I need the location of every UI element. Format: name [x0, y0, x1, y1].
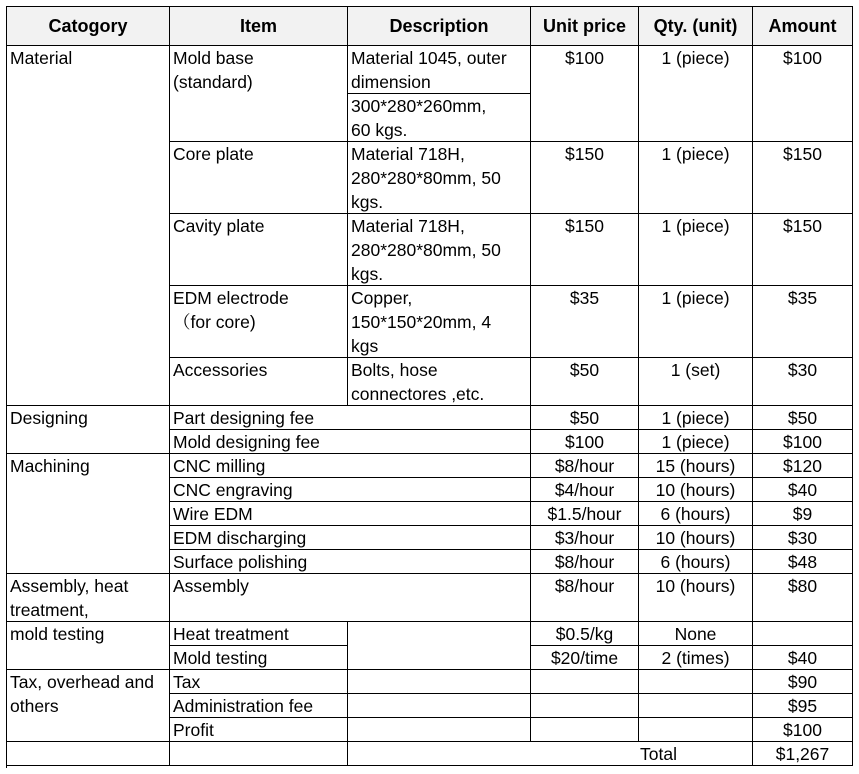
category-machining-label: Machining — [10, 456, 90, 476]
item-mold-base-line2: (standard) — [173, 72, 253, 92]
qty-mold-base: 1 (piece) — [639, 46, 753, 142]
header-category: Catogory — [7, 7, 170, 46]
amount-edm-discharging: $30 — [753, 526, 853, 550]
header-amount: Amount — [753, 7, 853, 46]
desc-mold-base-b — [348, 94, 531, 142]
amount-accessories: $30 — [753, 358, 853, 406]
item-edm-electrode — [170, 286, 348, 358]
price-tax — [531, 670, 639, 694]
header-unit-price: Unit price — [531, 7, 639, 46]
price-edm-discharging: $3/hour — [531, 526, 639, 550]
desc-mold-base-b1: 300*280*260mm, — [351, 96, 487, 116]
qty-wire-edm: 6 (hours) — [639, 502, 753, 526]
qty-tax — [639, 670, 753, 694]
amount-assembly: $80 — [753, 574, 853, 622]
header-item: Item — [170, 7, 348, 46]
price-part-designing: $50 — [531, 406, 639, 430]
desc-administration-fee — [348, 694, 531, 718]
category-material-label: Material — [10, 48, 73, 68]
desc-accessories-1: Bolts, hose — [351, 360, 438, 380]
item-mold-base-line1: Mold base — [173, 48, 254, 68]
price-assembly: $8/hour — [531, 574, 639, 622]
total-item-empty — [170, 742, 348, 766]
desc-cavity-plate-2: 280*280*80mm, 50 — [351, 240, 501, 260]
item-accessories: Accessories — [170, 358, 348, 406]
category-material — [7, 46, 170, 406]
category-designing — [7, 406, 170, 454]
qty-cnc-milling: 15 (hours) — [639, 454, 753, 478]
amount-part-designing: $50 — [753, 406, 853, 430]
item-wire-edm: Wire EDM — [170, 502, 531, 526]
desc-cavity-plate — [348, 214, 531, 286]
amount-heat-treatment — [753, 622, 853, 646]
qty-core-plate: 1 (piece) — [639, 142, 753, 214]
price-core-plate: $150 — [531, 142, 639, 214]
qty-edm-electrode: 1 (piece) — [639, 286, 753, 358]
item-cavity-plate: Cavity plate — [170, 214, 348, 286]
header-description: Description — [348, 7, 531, 46]
item-mold-base — [170, 46, 348, 142]
category-tax — [7, 670, 170, 742]
total-amount: $1,267 — [753, 742, 853, 766]
qty-heat-treatment: None — [639, 622, 753, 646]
desc-tax — [348, 670, 531, 694]
desc-mold-base-a1: Material 1045, outer — [351, 48, 507, 68]
item-heat-treatment: Heat treatment — [170, 622, 348, 646]
price-surface-polishing: $8/hour — [531, 550, 639, 574]
category-tax-line2: others — [10, 696, 59, 716]
desc-core-plate-3: kgs. — [351, 192, 384, 212]
amount-core-plate: $150 — [753, 142, 853, 214]
desc-edm-electrode-3: kgs — [351, 336, 379, 356]
item-profit: Profit — [170, 718, 348, 742]
total-label: Total — [348, 742, 753, 766]
desc-core-plate-2: 280*280*80mm, 50 — [351, 168, 501, 188]
qty-accessories: 1 (set) — [639, 358, 753, 406]
item-part-designing: Part designing fee — [170, 406, 531, 430]
item-edm-electrode-line2: （for core) — [173, 312, 256, 332]
qty-mold-designing: 1 (piece) — [639, 430, 753, 454]
price-wire-edm: $1.5/hour — [531, 502, 639, 526]
desc-edm-electrode-2: 150*150*20mm, 4 — [351, 312, 492, 332]
desc-mold-base-a — [348, 46, 531, 94]
amount-cnc-milling: $120 — [753, 454, 853, 478]
desc-mold-base-b2: 60 kgs. — [351, 120, 408, 140]
item-tax: Tax — [170, 670, 348, 694]
desc-profit — [348, 718, 531, 742]
price-cavity-plate: $150 — [531, 214, 639, 286]
category-assembly-line3: mold testing — [10, 624, 105, 644]
price-cnc-milling: $8/hour — [531, 454, 639, 478]
item-mold-testing: Mold testing — [170, 646, 348, 670]
amount-wire-edm: $9 — [753, 502, 853, 526]
qty-assembly: 10 (hours) — [639, 574, 753, 622]
price-administration-fee — [531, 694, 639, 718]
item-edm-electrode-line1: EDM electrode — [173, 288, 289, 308]
desc-core-plate-1: Material 718H, — [351, 144, 465, 164]
price-cnc-engraving: $4/hour — [531, 478, 639, 502]
category-machining — [7, 454, 170, 574]
price-edm-electrode: $35 — [531, 286, 639, 358]
item-mold-designing: Mold designing fee — [170, 430, 531, 454]
qty-cavity-plate: 1 (piece) — [639, 214, 753, 286]
item-edm-discharging: EDM discharging — [170, 526, 531, 550]
amount-cavity-plate: $150 — [753, 214, 853, 286]
amount-surface-polishing: $48 — [753, 550, 853, 574]
category-assembly — [7, 574, 170, 622]
price-mold-testing: $20/time — [531, 646, 639, 670]
amount-mold-base: $100 — [753, 46, 853, 142]
amount-mold-testing: $40 — [753, 646, 853, 670]
amount-edm-electrode: $35 — [753, 286, 853, 358]
category-total-empty — [7, 742, 170, 766]
desc-edm-electrode — [348, 286, 531, 358]
category-tax-line1: Tax, overhead and — [10, 672, 154, 692]
amount-mold-designing: $100 — [753, 430, 853, 454]
item-cnc-milling: CNC milling — [170, 454, 531, 478]
item-assembly: Assembly — [170, 574, 531, 622]
category-designing-label: Designing — [10, 408, 88, 428]
desc-core-plate — [348, 142, 531, 214]
item-administration-fee: Administration fee — [170, 694, 348, 718]
qty-profit — [639, 718, 753, 742]
price-mold-designing: $100 — [531, 430, 639, 454]
desc-edm-electrode-1: Copper, — [351, 288, 413, 308]
header-qty: Qty. (unit) — [639, 7, 753, 46]
qty-surface-polishing: 6 (hours) — [639, 550, 753, 574]
price-mold-base: $100 — [531, 46, 639, 142]
item-core-plate: Core plate — [170, 142, 348, 214]
category-assembly-line1: Assembly, heat — [10, 576, 129, 596]
amount-profit: $100 — [753, 718, 853, 742]
qty-mold-testing: 2 (times) — [639, 646, 753, 670]
amount-cnc-engraving: $40 — [753, 478, 853, 502]
qty-edm-discharging: 10 (hours) — [639, 526, 753, 550]
qty-cnc-engraving: 10 (hours) — [639, 478, 753, 502]
qty-administration-fee — [639, 694, 753, 718]
desc-accessories — [348, 358, 531, 406]
desc-mold-base-a2: dimension — [351, 72, 431, 92]
quotation-table — [6, 6, 853, 768]
item-cnc-engraving: CNC engraving — [170, 478, 531, 502]
desc-accessories-2: connectores ,etc. — [351, 384, 485, 404]
desc-cavity-plate-3: kgs. — [351, 264, 384, 284]
desc-cavity-plate-1: Material 718H, — [351, 216, 465, 236]
qty-part-designing: 1 (piece) — [639, 406, 753, 430]
price-accessories: $50 — [531, 358, 639, 406]
desc-heat-treatment — [348, 622, 531, 670]
category-assembly-cont — [7, 622, 170, 670]
amount-tax: $90 — [753, 670, 853, 694]
category-assembly-line2: treatment, — [10, 600, 89, 620]
price-heat-treatment: $0.5/kg — [531, 622, 639, 646]
item-surface-polishing: Surface polishing — [170, 550, 531, 574]
price-profit — [531, 718, 639, 742]
amount-administration-fee: $95 — [753, 694, 853, 718]
